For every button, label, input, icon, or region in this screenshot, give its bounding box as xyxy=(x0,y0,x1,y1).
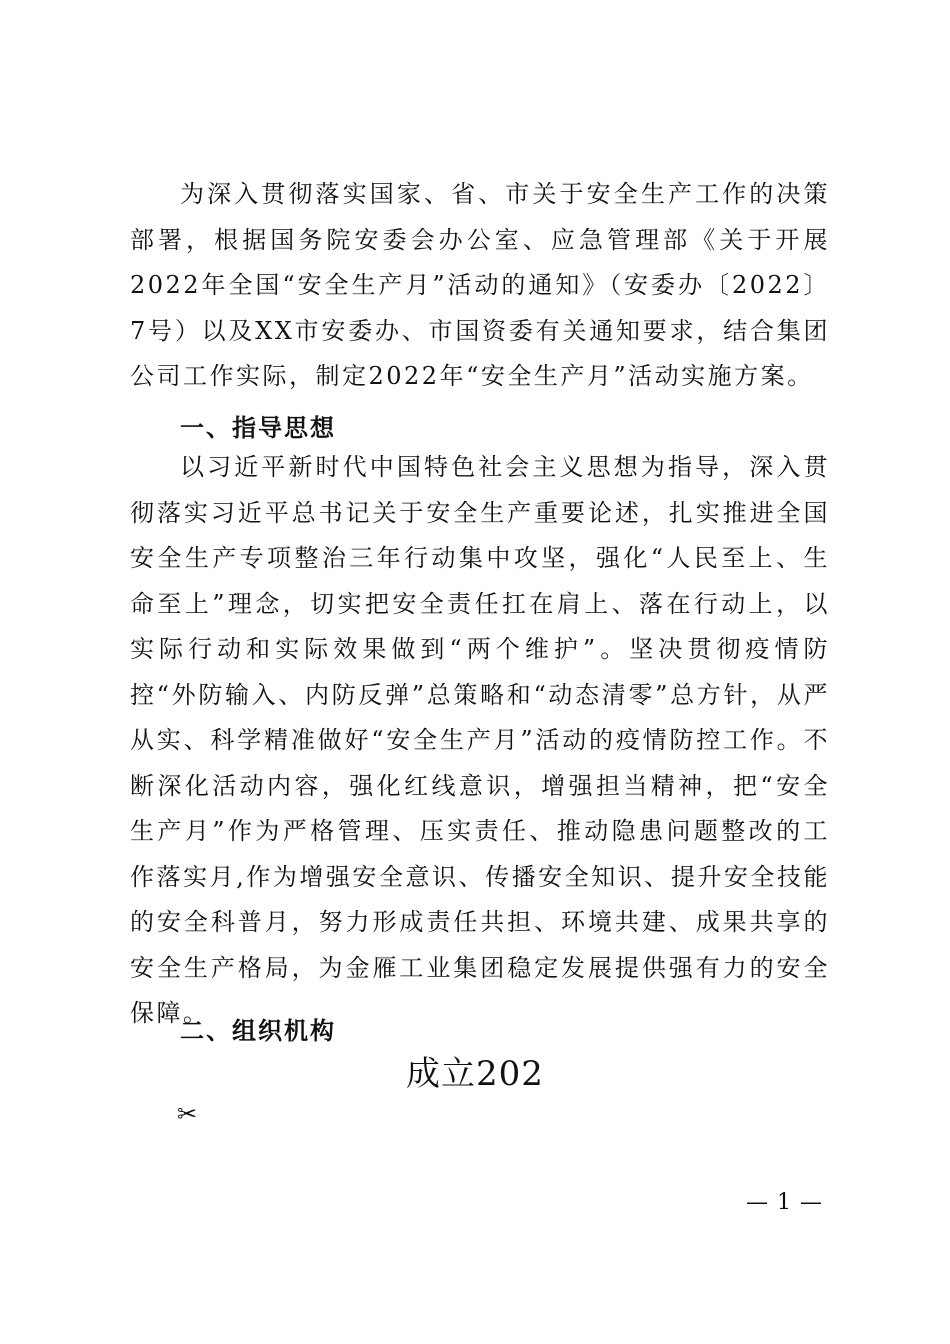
section-heading-guiding-ideology: 一、指导思想 xyxy=(180,414,336,442)
guiding-ideology-paragraph: 以习近平新时代中国特色社会主义思想为指导，深入贯彻落实习近平总书记关于安全生产重要论述，扎实推进全国安全生产专项整治三年行动集中攻坚，强化“人民至上、生命至上”理念，切实把安全责任扛在肩上、落在行动上，以实际行动和实际效果做到“两个维护”。坚决贯彻疫情防控“外防输入、内防反弹”总策略和“动态清零”总方针，从严从实、科学精准做好“安全生产月”活动的疫情防控工作。不断深化活动内容，强化红线意识，增强担当精神，把“安全生产月”作为严格管理、压实责任、推动隐患问题整改的工作落实月,作为增强安全意识、传播安全知识、提升安全技能的安全科普月，努力形成责任共担、环境共建、成果共享的安全生产格局，为金雁工业集团稳定发展提供强有力的安全保障。 xyxy=(130,453,830,1027)
scissors-icon: ✂ xyxy=(177,1100,198,1128)
organization-fragment-text: 成立202 xyxy=(406,1054,544,1094)
section-heading-organization: 二、组织机构 xyxy=(180,1017,336,1045)
page-number: — 1 — xyxy=(746,1190,823,1215)
intro-paragraph: 为深入贯彻落实国家、省、市关于安全生产工作的决策部署，根据国务院安委会办公室、应急管理部《关于开展2022年全国“安全生产月”活动的通知》（安委办〔2022〕7号）以及XX市安委办、市国资委有关通知要求，结合集团公司工作实际，制定2022年“安全生产月”活动实施方案。 xyxy=(130,180,830,390)
